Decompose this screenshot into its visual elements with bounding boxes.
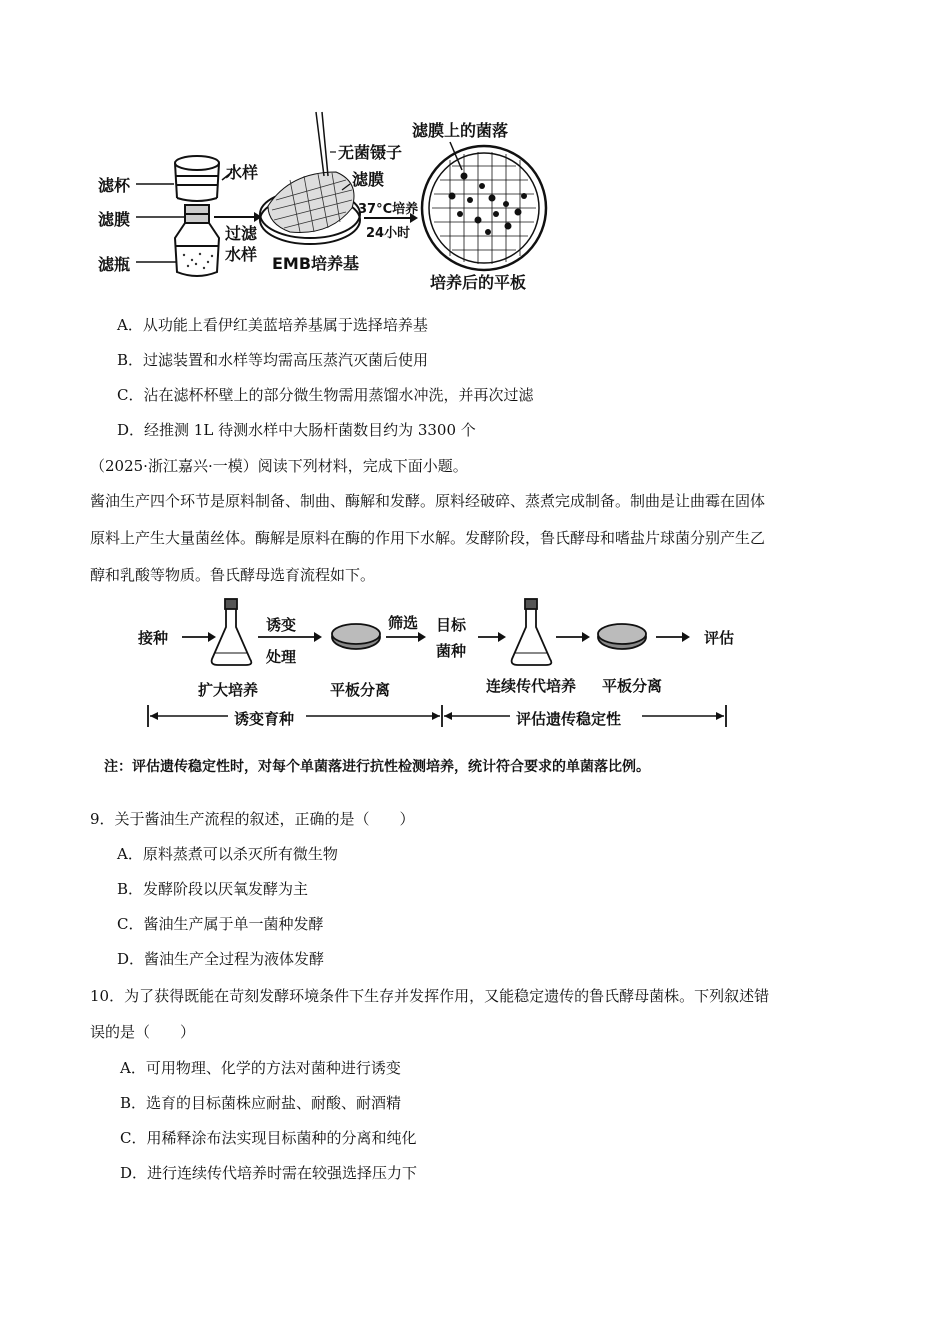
filtration-diagram	[0, 0, 950, 300]
label-plate-separation-2: 平板分离	[602, 677, 663, 695]
label-plate-after-culture: 培养后的平板	[430, 273, 527, 292]
q9-option-a	[117, 843, 338, 865]
flask-water-dots	[183, 253, 213, 269]
label-plate-separation-1: 平板分离	[330, 681, 391, 699]
option-letter: B．	[120, 1094, 147, 1112]
label-filter-membrane-mid: 滤膜	[352, 170, 385, 189]
label-filter-flask: 滤瓶	[98, 255, 131, 274]
label-screen: 筛选	[388, 614, 419, 632]
label-target-2: 菌种	[436, 642, 467, 660]
flask-icon	[512, 599, 552, 665]
colonies	[449, 173, 528, 236]
q9-option-b	[117, 878, 308, 900]
option-text: 可用物理、化学的方法对菌种进行诱变	[145, 1059, 401, 1077]
option-letter: A．	[117, 316, 143, 334]
label-incubate-temp: 37°C培养	[358, 202, 419, 217]
q9-option-d	[117, 948, 324, 970]
option-text: 过滤装置和水样等均需高压蒸汽灭菌后使用	[143, 351, 429, 369]
option-text: 用稀释涂布法实现目标菌种的分离和纯化	[146, 1129, 417, 1147]
option-text: 酱油生产全过程为液体发酵	[144, 950, 325, 968]
figure-membrane-filtration	[0, 0, 950, 300]
q9-stem: 9．关于酱油生产流程的叙述，正确的是（ ）	[90, 810, 415, 828]
option-text: 原料蒸煮可以杀灭所有微生物	[142, 845, 338, 863]
label-sterile-tweezers: 无菌镊子	[338, 143, 403, 162]
option-letter: B．	[117, 880, 144, 898]
material-para-line-1: 酱油生产四个环节是原料制备、制曲、酶解和发酵。原料经破碎、蒸煮完成制备。制曲是让曲霉在固体	[90, 492, 766, 510]
q9-option-c	[117, 913, 324, 935]
q8-option-a	[117, 314, 428, 336]
q8-option-d	[117, 419, 476, 441]
label-mutation-breeding: 诱变育种	[234, 710, 295, 728]
option-letter: D．	[120, 1164, 148, 1182]
flask-icon	[212, 599, 252, 665]
q10-option-d	[120, 1162, 417, 1184]
q8-option-c	[117, 384, 534, 406]
option-letter: C．	[117, 915, 144, 933]
material-para-line-2: 原料上产生大量菌丝体。酶解是原料在酶的作用下水解。发酵阶段，鲁氏酵母和嗜盐片球菌分别产生乙	[90, 529, 766, 547]
label-filter-cup: 滤杯	[98, 176, 131, 195]
option-letter: B．	[117, 351, 144, 369]
material-para-line-3: 醇和乳酸等物质。鲁氏酵母选育流程如下。	[90, 566, 376, 584]
q10-stem-line-1: 10．为了获得既能在苛刻发酵环境条件下生存并发挥作用，又能稳定遗传的鲁氏酵母菌株。下列叙述错	[90, 987, 770, 1005]
label-filter-water-2: 水样	[225, 245, 258, 264]
material-source: （2025·浙江嘉兴·一模）阅读下列材料，完成下面小题。	[90, 457, 468, 475]
option-text: 发酵阶段以厌氧发酵为主	[143, 880, 309, 898]
option-text: 沾在滤杯杯壁上的部分微生物需用蒸馏水冲洗，并再次过滤	[143, 386, 534, 404]
label-target-1: 目标	[436, 616, 467, 634]
option-letter: D．	[117, 421, 145, 439]
label-continuous-subculture: 连续传代培养	[486, 677, 577, 695]
option-letter: A．	[120, 1059, 146, 1077]
option-letter: C．	[120, 1129, 147, 1147]
figure-note: 注：评估遗传稳定性时，对每个单菌落进行抗性检测培养，统计符合要求的单菌落比例。	[104, 759, 650, 775]
label-inoculate: 接种	[138, 629, 169, 647]
label-filter-water-1: 过滤	[225, 224, 258, 243]
petri-dish-icon	[332, 624, 380, 649]
filter-apparatus-icon	[175, 156, 219, 276]
option-text: 酱油生产属于单一菌种发酵	[143, 915, 324, 933]
label-emb-medium: EMB培养基	[272, 254, 360, 273]
q10-option-a	[120, 1057, 401, 1079]
option-text: 进行连续传代培养时需在较强选择压力下	[147, 1164, 418, 1182]
figure-yeast-breeding-flow	[0, 595, 950, 795]
label-colonies-on-membrane: 滤膜上的菌落	[412, 121, 509, 140]
label-filter-membrane-left: 滤膜	[98, 210, 131, 229]
option-text: 选育的目标菌株应耐盐、耐酸、耐酒精	[146, 1094, 402, 1112]
option-letter: C．	[117, 386, 144, 404]
petri-dish-icon	[598, 624, 646, 649]
option-letter: A．	[117, 845, 143, 863]
label-evaluate: 评估	[704, 629, 735, 647]
q8-option-b	[117, 349, 428, 371]
q10-option-b	[120, 1092, 401, 1114]
option-text: 经推测 1L 待测水样中大肠杆菌数目约为 3300 个	[144, 421, 476, 439]
result-plate-icon	[422, 146, 546, 270]
label-incubate-time: 24小时	[366, 226, 411, 241]
label-expand-culture: 扩大培养	[198, 681, 259, 699]
tweezers-icon	[316, 112, 328, 176]
option-text: 从功能上看伊红美蓝培养基属于选择培养基	[142, 316, 428, 334]
q10-stem-line-2: 误的是（ ）	[90, 1023, 196, 1041]
label-mutagen-1: 诱变	[266, 616, 297, 634]
q10-option-c	[120, 1127, 417, 1149]
label-evaluate-stability: 评估遗传稳定性	[516, 710, 622, 728]
option-letter: D．	[117, 950, 145, 968]
label-water-sample: 水样	[226, 163, 259, 182]
label-mutagen-2: 处理	[266, 648, 297, 666]
